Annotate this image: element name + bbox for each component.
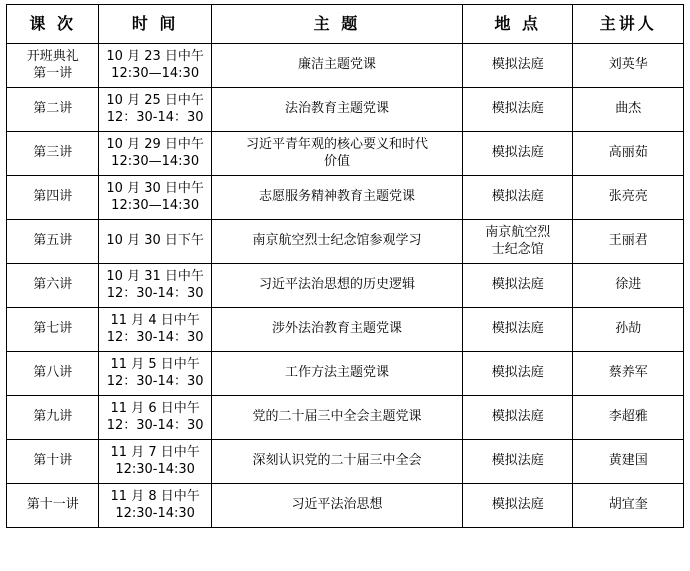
cell-line: 第三讲 (33, 145, 73, 161)
column-header-topic: 主 题 (211, 5, 462, 44)
cell-line: 11 月 4 日中午 (110, 313, 200, 329)
cell-line: 11 月 5 日中午 (110, 357, 200, 373)
table-row (7, 176, 684, 220)
cell-line: 第六讲 (33, 277, 73, 293)
cell-place (463, 484, 573, 528)
cell-speaker (573, 132, 684, 176)
cell-time (99, 132, 211, 176)
cell-line: 第九讲 (33, 409, 73, 425)
table-row (7, 132, 684, 176)
cell-line: 徐进 (615, 277, 642, 293)
cell-line: 第二讲 (33, 101, 73, 117)
cell-line: 11 月 7 日中午 (110, 445, 200, 461)
cell-line: 模拟法庭 (491, 453, 544, 469)
cell-line: 王丽君 (608, 233, 648, 249)
cell-topic (211, 396, 462, 440)
table-row (7, 264, 684, 308)
cell-speaker (573, 88, 684, 132)
cell-topic (211, 220, 462, 264)
cell-place (463, 352, 573, 396)
cell-line: 开班典礼 (26, 49, 79, 65)
cell-line: 模拟法庭 (491, 189, 544, 205)
cell-session (7, 396, 99, 440)
cell-line: 11 月 6 日中午 (110, 401, 200, 417)
table-row (7, 308, 684, 352)
cell-place (463, 440, 573, 484)
cell-place (463, 44, 573, 88)
cell-session (7, 440, 99, 484)
cell-speaker (573, 44, 684, 88)
cell-line: 12:30—14:30 (111, 197, 200, 213)
cell-line: 涉外法治教育主题党课 (271, 321, 402, 337)
cell-session (7, 220, 99, 264)
cell-line: 模拟法庭 (491, 101, 544, 117)
cell-time (99, 484, 211, 528)
cell-place (463, 176, 573, 220)
cell-line: 12：30-14：30 (106, 373, 204, 389)
column-header-session: 课 次 (7, 5, 99, 44)
table-row (7, 440, 684, 484)
cell-line: 曲杰 (615, 101, 642, 117)
cell-topic (211, 484, 462, 528)
cell-line: 12：30-14：30 (106, 329, 204, 345)
cell-time (99, 308, 211, 352)
cell-time (99, 176, 211, 220)
cell-line: 10 月 31 日中午 (106, 269, 204, 285)
cell-place (463, 308, 573, 352)
cell-line: 11 月 8 日中午 (110, 489, 200, 505)
cell-line: 第十一讲 (26, 497, 79, 513)
cell-line: 李超雅 (608, 409, 648, 425)
cell-line: 10 月 30 日下午 (106, 233, 204, 249)
cell-speaker (573, 176, 684, 220)
column-header-place: 地 点 (463, 5, 573, 44)
cell-line: 张亮亮 (608, 189, 648, 205)
cell-line: 第八讲 (33, 365, 73, 381)
cell-speaker (573, 396, 684, 440)
cell-line: 深刻认识党的二十届三中全会 (252, 453, 422, 469)
cell-speaker (573, 264, 684, 308)
table-row (7, 352, 684, 396)
cell-line: 12：30-14：30 (106, 417, 204, 433)
cell-line: 第十讲 (33, 453, 73, 469)
cell-line: 模拟法庭 (491, 321, 544, 337)
cell-time (99, 440, 211, 484)
cell-line: 10 月 29 日中午 (106, 137, 204, 153)
cell-topic (211, 440, 462, 484)
cell-place (463, 264, 573, 308)
table-row (7, 220, 684, 264)
table-header (7, 5, 684, 44)
cell-topic (211, 44, 462, 88)
cell-line: 高丽茹 (608, 145, 648, 161)
cell-topic (211, 308, 462, 352)
cell-line: 第一讲 (33, 65, 73, 81)
cell-session (7, 484, 99, 528)
cell-line: 模拟法庭 (491, 145, 544, 161)
cell-speaker (573, 308, 684, 352)
cell-line: 习近平法治思想的历史逻辑 (258, 277, 415, 293)
table-row (7, 484, 684, 528)
cell-topic (211, 88, 462, 132)
cell-line: 10 月 25 日中午 (106, 93, 204, 109)
cell-place (463, 132, 573, 176)
cell-line: 工作方法主题党课 (284, 365, 389, 381)
table-row (7, 396, 684, 440)
cell-topic (211, 264, 462, 308)
column-header-speaker: 主讲人 (573, 5, 684, 44)
cell-line: 12:30-14:30 (115, 505, 195, 521)
table-header-row (7, 5, 684, 44)
cell-line: 习近平法治思想 (291, 497, 383, 513)
cell-time (99, 44, 211, 88)
document-page (0, 4, 690, 571)
cell-line: 习近平青年观的核心要义和时代 (245, 137, 428, 153)
cell-line: 10 月 30 日中午 (106, 181, 204, 197)
cell-line: 南京航空烈士纪念馆参观学习 (252, 233, 422, 249)
cell-topic (211, 176, 462, 220)
cell-line: 蔡养军 (608, 365, 648, 381)
cell-line: 12：30-14：30 (106, 285, 204, 301)
cell-session (7, 264, 99, 308)
cell-speaker (573, 220, 684, 264)
cell-place (463, 220, 573, 264)
cell-place (463, 88, 573, 132)
cell-line: 模拟法庭 (491, 365, 544, 381)
table-row (7, 44, 684, 88)
cell-session (7, 88, 99, 132)
table-row (7, 88, 684, 132)
cell-place (463, 396, 573, 440)
cell-line: 12:30—14:30 (111, 153, 200, 169)
cell-line: 模拟法庭 (491, 57, 544, 73)
cell-topic (211, 352, 462, 396)
cell-speaker (573, 352, 684, 396)
cell-line: 模拟法庭 (491, 409, 544, 425)
cell-line: 廉洁主题党课 (297, 57, 376, 73)
cell-line: 志愿服务精神教育主题党课 (258, 189, 415, 205)
cell-line: 价值 (323, 153, 350, 169)
cell-time (99, 352, 211, 396)
cell-session (7, 352, 99, 396)
cell-line: 模拟法庭 (491, 497, 544, 513)
cell-line: 法治教育主题党课 (284, 101, 389, 117)
cell-line: 12:30—14:30 (111, 65, 200, 81)
cell-speaker (573, 440, 684, 484)
cell-line: 刘英华 (608, 57, 648, 73)
column-header-time: 时 间 (99, 5, 211, 44)
schedule-table (6, 4, 684, 528)
cell-topic (211, 132, 462, 176)
cell-time (99, 220, 211, 264)
cell-line: 南京航空烈 (485, 225, 551, 241)
cell-time (99, 88, 211, 132)
cell-line: 第五讲 (33, 233, 73, 249)
cell-line: 10 月 23 日中午 (106, 49, 204, 65)
cell-line: 党的二十届三中全会主题党课 (252, 409, 422, 425)
cell-session (7, 176, 99, 220)
cell-session (7, 132, 99, 176)
cell-line: 士纪念馆 (491, 241, 544, 257)
cell-speaker (573, 484, 684, 528)
cell-session (7, 308, 99, 352)
cell-session (7, 44, 99, 88)
cell-line: 12:30-14:30 (115, 461, 195, 477)
cell-line: 第七讲 (33, 321, 73, 337)
table-body (7, 44, 684, 528)
cell-line: 第四讲 (33, 189, 73, 205)
cell-line: 黄建国 (608, 453, 648, 469)
cell-time (99, 264, 211, 308)
cell-line: 孙劼 (615, 321, 642, 337)
cell-line: 模拟法庭 (491, 277, 544, 293)
cell-line: 胡宜奎 (608, 497, 648, 513)
cell-time (99, 396, 211, 440)
cell-line: 12：30-14：30 (106, 109, 204, 125)
